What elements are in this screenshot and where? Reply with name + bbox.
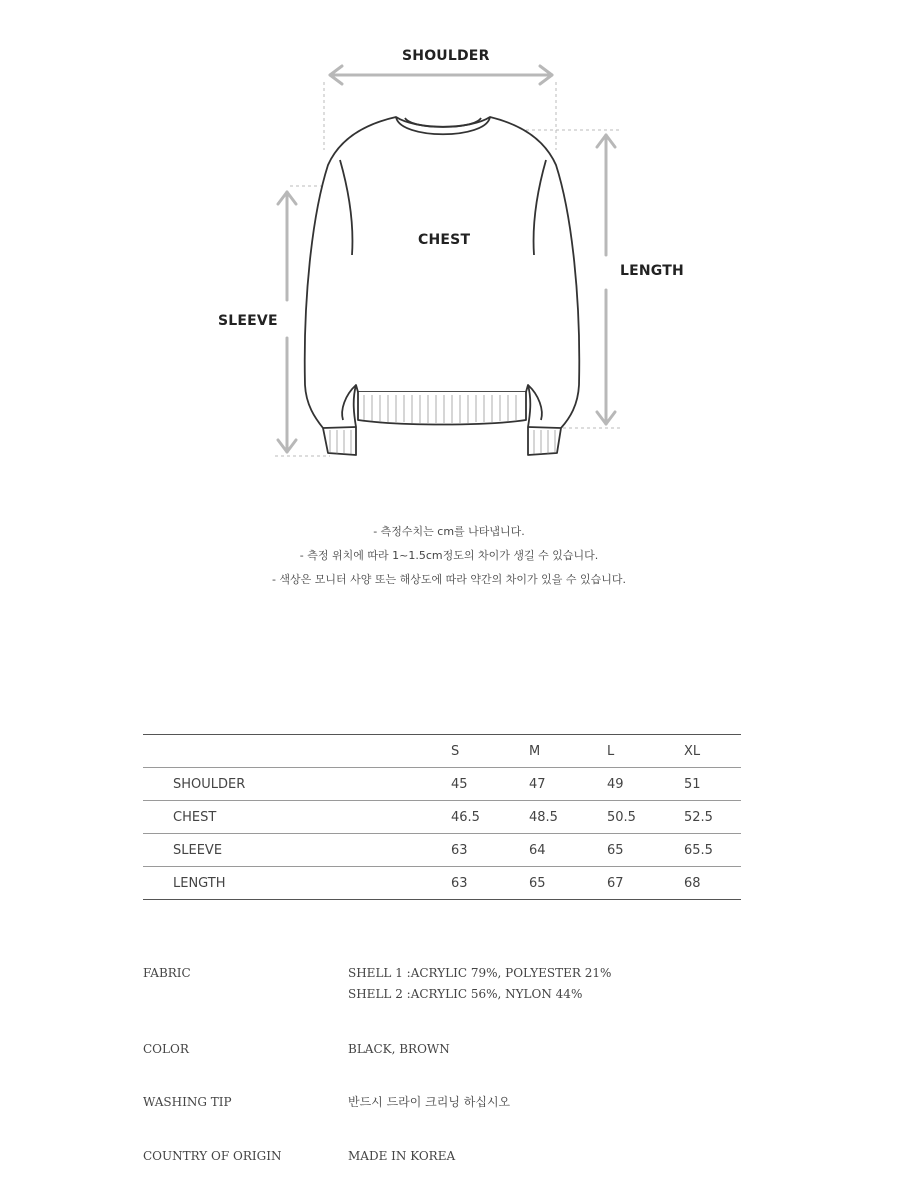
row-label: CHEST (143, 801, 451, 834)
table-cell: 63 (451, 834, 529, 867)
table-cell: 48.5 (529, 801, 607, 834)
note-line: - 측정수치는 cm를 나타냅니다. (373, 525, 525, 538)
row-label: LENGTH (143, 867, 451, 900)
length-label: LENGTH (620, 263, 684, 279)
table-cell: 65 (529, 867, 607, 900)
table-cell: 68 (684, 867, 741, 900)
table-cell: 46.5 (451, 801, 529, 834)
measurement-notes (0, 520, 898, 592)
sweatshirt-outline (305, 117, 580, 455)
size-table (143, 734, 741, 900)
table-cell: 49 (607, 768, 684, 801)
size-diagram (0, 0, 898, 480)
table-row (143, 834, 741, 867)
origin-label: COUNTRY OF ORIGIN (143, 1149, 282, 1163)
column-header: L (607, 735, 684, 768)
row-label: SHOULDER (143, 768, 451, 801)
table-cell: 63 (451, 867, 529, 900)
shoulder-label: SHOULDER (402, 48, 490, 64)
color-value: BLACK, BROWN (348, 1042, 450, 1056)
fabric-shell-2: SHELL 2 :ACRYLIC 56%, NYLON 44% (348, 987, 583, 1001)
table-header-row (143, 735, 741, 768)
table-cell: 67 (607, 867, 684, 900)
column-header: XL (684, 735, 741, 768)
fabric-label: FABRIC (143, 966, 191, 980)
row-label: SLEEVE (143, 834, 451, 867)
washing-value: 반드시 드라이 크리닝 하십시오 (348, 1095, 511, 1109)
table-row (143, 801, 741, 834)
table-cell: 52.5 (684, 801, 741, 834)
sleeve-label: SLEEVE (218, 313, 278, 329)
color-label: COLOR (143, 1042, 189, 1056)
header-empty-cell (143, 735, 451, 768)
column-header: M (529, 735, 607, 768)
table-cell: 65 (607, 834, 684, 867)
table-cell: 50.5 (607, 801, 684, 834)
origin-value: MADE IN KOREA (348, 1149, 456, 1163)
table-cell: 65.5 (684, 834, 741, 867)
note-line: - 측정 위치에 따라 1~1.5cm정도의 차이가 생길 수 있습니다. (299, 549, 599, 562)
fabric-shell-1: SHELL 1 :ACRYLIC 79%, POLYESTER 21% (348, 966, 612, 980)
table-row (143, 768, 741, 801)
table-cell: 47 (529, 768, 607, 801)
table-row (143, 867, 741, 900)
note-line: - 색상은 모니터 사양 또는 해상도에 따라 약간의 차이가 있을 수 있습니다. (271, 573, 627, 586)
column-header: S (451, 735, 529, 768)
table-cell: 45 (451, 768, 529, 801)
table-cell: 64 (529, 834, 607, 867)
fabric-values (348, 963, 611, 1005)
table-cell: 51 (684, 768, 741, 801)
chest-label: CHEST (418, 232, 471, 248)
washing-label: WASHING TIP (143, 1095, 232, 1109)
